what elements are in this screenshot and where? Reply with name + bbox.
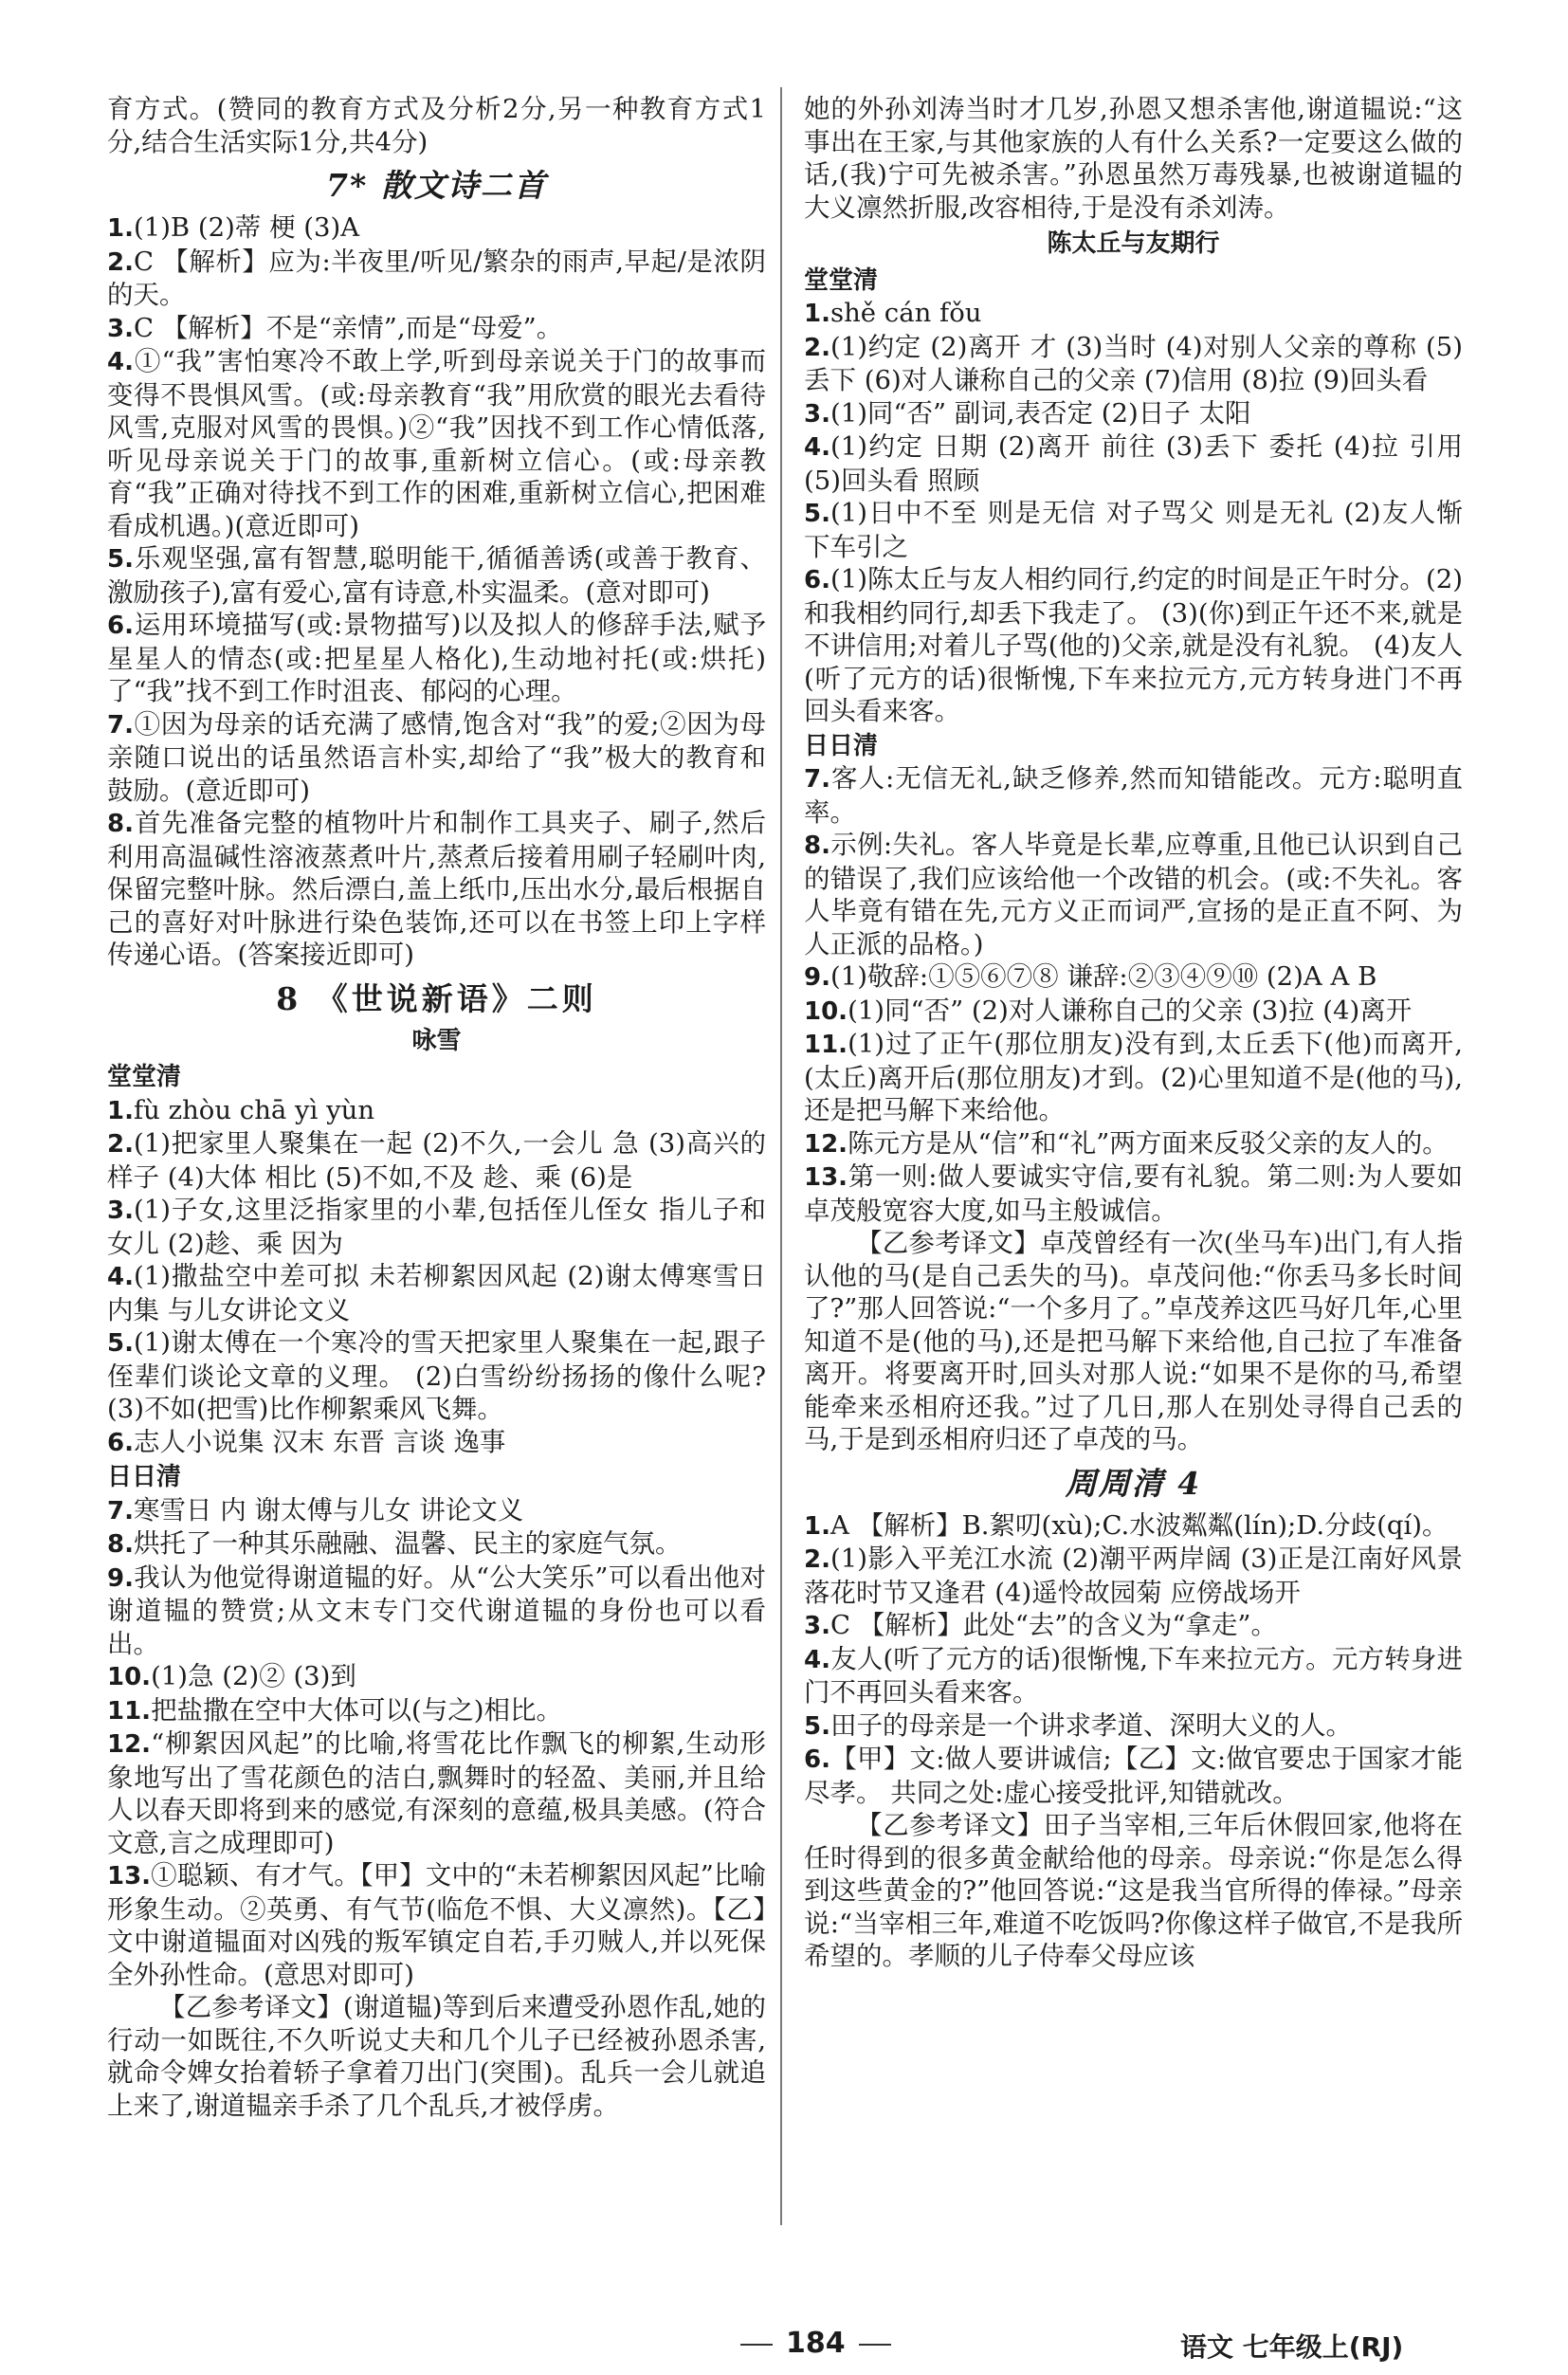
answer-item (107, 542, 766, 609)
answer-text: 友人(听了元方的话)很惭愧,下车来拉元方。元方转身进门不再回头看来客。 (804, 1643, 1463, 1708)
answer-number: 7. (804, 765, 830, 794)
answer-item (804, 1543, 1463, 1609)
answer-item (107, 312, 766, 346)
answer-number: 3. (804, 1612, 830, 1640)
answer-number: 8. (107, 1530, 134, 1559)
answer-item (107, 807, 766, 972)
answer-item (804, 1028, 1463, 1127)
answer-number: 2. (107, 1130, 134, 1159)
answer-item (804, 1509, 1463, 1544)
answer-text: 示例:失礼。客人毕竟是长辈,应尊重,且他已认识到自己的错误了,我们应该给他一个改错的机会。(或:不失礼。客人毕竟有错在先,元方义正而词严,宣扬的是正直不阿、为人正派的品格。) (804, 830, 1463, 959)
answer-text: (1)急 (2)② (3)到 (151, 1661, 356, 1691)
answer-item (107, 1326, 766, 1426)
answer-text: 志人小说集 汉末 东晋 言谈 逸事 (133, 1426, 506, 1457)
answer-text: (1)约定 (2)离开 才 (3)当时 (4)对别人父亲的尊称 (5)丢下 (6)对人谦称自己的父亲 (7)信用 (8)拉 (9)回头看 (804, 331, 1463, 395)
answer-text: 第一则:做人要诚实守信,要有礼貌。第二则:为人要如卓茂般宽容大度,如马主般诚信。 (804, 1161, 1463, 1226)
lesson8-title: 8 《世说新语》二则 (276, 979, 597, 1017)
book-label: 语文 七年级上(RJ) (1180, 2331, 1404, 2363)
translation-tianzi: 【乙参考译文】田子当宰相,三年后休假回家,他将在任时得到的很多黄金献给他的母亲。母亲说:“你是怎么得到这些黄金的?”他回答说:“这是我当官所得的俸禄。”母亲说:“当宰相三年,难道不吃饭吗?你像这样子做官,不是我所希望的。孝顺的儿子侍奉父母应该 (804, 1810, 1463, 1971)
answer-number: 1. (804, 300, 830, 328)
answer-number: 1. (804, 1511, 830, 1541)
answer-text: 运用环境描写(或:景物描写)以及拟人的修辞手法,赋予星星人的情态(或:把星星人格化),生动地衬托(或:烘托)了“我”找不到工作时沮丧、郁闷的心理。 (107, 610, 766, 706)
answer-item (804, 960, 1463, 995)
answer-item (804, 563, 1463, 728)
answer-number: 4. (804, 433, 830, 462)
answer-text: (1)陈太丘与友人相约同行,约定的时间是正午时分。(2)和我相约同行,却丢下我走了。 (3)(你)到正午还不来,就是不讲信用;对着儿子骂(他的)父亲,就是没有礼貌。 (4)友人(听了元方的话)很惭愧,下车来拉元方,元方转身进门不再回头看来客。 (804, 564, 1463, 726)
weekly-title: 周周清 4 (1065, 1464, 1202, 1502)
translation-zhuomao: 【乙参考译文】卓茂曾经有一次(坐马车)出门,有人指认他的马(是自己丢失的马)。卓茂问他:“你丢马多长时间了?”那人回答说:“一个多月了。”卓茂养这匹马好几年,心里知道不是(他的马),还是把马解下来给他,自己拉了车准备离开。将要离开时,回头对那人说:“如果不是你的马,希望能牵来丞相府还我。”过了几日,那人在别处寻得自己丢的马,于是到丞相府归还了卓茂的马。 (804, 1228, 1463, 1454)
answer-item (804, 1743, 1463, 1809)
answer-text: ①聪颖、有才气。【甲】文中的“未若柳絮因风起”比喻形象生动。②英勇、有气节(临危不惧、大义凛然)。【乙】文中谢道韫面对凶残的叛军镇定自若,手刃贼人,并以死保全外孙性命。(意思对即可) (107, 1860, 766, 1990)
lesson7-title: 7* 散文诗二首 (326, 167, 547, 204)
answer-item (107, 1194, 766, 1260)
answer-text: (1)影入平羌江水流 (2)潮平两岸阔 (3)正是江南好风景 落花时节又逢君 (4)遥怜故园菊 应傍战场开 (804, 1544, 1463, 1608)
answer-item (804, 297, 1463, 331)
answer-item (107, 1127, 766, 1194)
answer-item (107, 1562, 766, 1661)
answer-number: 6. (804, 1745, 830, 1774)
chentaiqiu-answers-b (804, 762, 1463, 1227)
answer-number: 4. (804, 1645, 830, 1674)
answer-number: 13. (804, 1163, 848, 1192)
answer-item (804, 1127, 1463, 1161)
answer-number: 8. (804, 831, 830, 860)
lesson7-answers (107, 211, 766, 972)
answer-number: 11. (107, 1696, 152, 1726)
answer-item (107, 1859, 766, 1991)
answer-number: 3. (107, 314, 134, 343)
answer-text: A 【解析】B.絮叨(xù);C.水波粼粼(lín);D.分歧(qí)。 (830, 1509, 1449, 1541)
answer-text: 首先准备完整的植物叶片和制作工具夹子、刷子,然后利用高温碱性溶液蒸煮叶片,蒸煮后接着用刷子轻刷叶肉,保留完整叶脉。然后漂白,盖上纸巾,压出水分,最后根据自己的喜好对叶脉进行染色装饰,还可以在书签上印上字样传递心语。(答案接近即可) (107, 808, 766, 970)
answer-item (804, 762, 1463, 829)
translation-continued: 她的外孙刘涛当时才几岁,孙恩又想杀害他,谢道韫说:“这事出在王家,与其他家族的人有什么关系?一定要这么做的话,(我)宁可先被杀害。”孙恩虽然万毒残暴,也被谢道韫的大义凛然折服,改容相待,于是没有杀刘涛。 (804, 94, 1463, 223)
answer-number: 4. (107, 1263, 134, 1291)
answer-text: 我认为他觉得谢道韫的好。从“公大笑乐”可以看出他对谢道韫的赞赏;从文末专门交代谢道韫的身份也可以看出。 (107, 1562, 766, 1659)
answer-number: 13. (107, 1862, 152, 1891)
answer-text: 【甲】文:做人要讲诚信;【乙】文:做官要忠于国家才能尽孝。 共同之处:虚心接受批评,知错就改。 (804, 1744, 1463, 1808)
answer-text: 烘托了一种其乐融融、温馨、民主的家庭气氛。 (133, 1528, 682, 1559)
answer-number: 3. (107, 1197, 134, 1225)
answer-item (107, 345, 766, 542)
answer-item (804, 497, 1463, 563)
answer-text: 客人:无信无礼,缺乏修养,然而知错能改。元方:聪明直率。 (804, 763, 1463, 828)
tangtangqing-heading-2: 堂堂清 (804, 265, 879, 295)
answer-item (107, 1660, 766, 1694)
answer-number: 2. (804, 333, 830, 362)
chentaiqiu-title: 陈太丘与友期行 (1047, 229, 1220, 258)
answer-number: 9. (804, 963, 830, 992)
answer-item (107, 211, 766, 246)
answer-text: (1)过了正午(那位朋友)没有到,太丘丢下(他)而离开,(太丘)离开后(那位朋友)才到。(2)心里知道不是(他的马),还是把马解下来给他。 (804, 1029, 1463, 1125)
answer-number: 7. (107, 710, 134, 740)
answer-item (804, 331, 1463, 397)
answer-number: 12. (107, 1730, 152, 1759)
answer-text: 田子的母亲是一个讲求孝道、深明大义的人。 (830, 1709, 1352, 1741)
answer-text: ①“我”害怕寒冷不敢上学,听到母亲说关于门的故事而变得不畏惧风雪。(或:母亲教育“我”用欣赏的眼光去看待风雪,克服对风雪的畏惧。)②“我”因找不到工作心情低落,听见母亲说关于门的故事,重新树立信心。(或:母亲教育“我”正确对待找不到工作的困难,重新树立信心,把困难看成机遇。)(意近即可) (107, 346, 766, 541)
answer-item (107, 1694, 766, 1728)
answer-item (107, 609, 766, 708)
answer-text: (1)B (2)蒂 梗 (3)A (133, 212, 360, 243)
yongxue-answers-a (107, 1094, 766, 1460)
answer-number: 9. (107, 1563, 134, 1593)
answer-number: 7. (107, 1496, 134, 1525)
answer-item (107, 1260, 766, 1326)
answer-text: shě cán fǒu (830, 298, 982, 328)
answer-text: (1)撒盐空中差可拟 未若柳絮因风起 (2)谢太傅寒雪日内集 与儿女讲论文义 (107, 1261, 766, 1325)
answer-text: (1)同“否” 副词,表否定 (2)日子 太阳 (830, 397, 1251, 429)
answer-text: C 【解析】应为:半夜里/听见/繁杂的雨声,早起/是浓阴的天。 (107, 246, 766, 310)
answer-number: 12. (804, 1129, 848, 1159)
answer-text: (1)把家里人聚集在一起 (2)不久,一会儿 急 (3)高兴的样子 (4)大体 相比 (5)不如,不及 趁、乘 (6)是 (107, 1128, 766, 1193)
answer-number: 5. (804, 1711, 830, 1741)
answer-item (804, 995, 1463, 1029)
answer-item (804, 1709, 1463, 1744)
answer-text: C 【解析】不是“亲情”,而是“母爱”。 (133, 312, 563, 343)
answer-text: (1)敬辞:①⑤⑥⑦⑧ 谦辞:②③④⑨⑩ (2)A A B (830, 961, 1377, 992)
tangtangqing-heading: 堂堂清 (107, 1063, 182, 1091)
column-divider (780, 87, 782, 2225)
answer-text: “柳絮因风起”的比喻,将雪花比作飘飞的柳絮,生动形象地写出了雪花颜色的洁白,飘舞时的轻盈、美丽,并且给人以春天即将到来的感觉,有深刻的意蕴,极具美感。(符合文意,言之成理即可) (107, 1728, 766, 1858)
answer-number: 5. (107, 545, 134, 574)
answer-number: 4. (107, 348, 134, 376)
answer-item (804, 430, 1463, 497)
ririqing-heading: 日日清 (107, 1463, 182, 1491)
answer-item (107, 1527, 766, 1562)
page-number: 184 (727, 2327, 904, 2360)
chentaiqiu-answers-a (804, 297, 1463, 728)
answer-text: 把盐撒在空中大体可以(与之)相比。 (151, 1694, 563, 1726)
translation-xiedaoyun: 【乙参考译文】(谢道韫)等到后来遭受孙恩作乱,她的行动一如既往,不久听说丈夫和几个儿子已经被孙恩杀害,就命令婢女抬着轿子拿着刀出门(突围)。乱兵一会儿就追上来了,谢道韫亲手杀了几个乱兵,才被俘虏。 (107, 1992, 766, 2121)
answer-number: 10. (107, 1663, 152, 1691)
answer-item (804, 1160, 1463, 1227)
answer-number: 8. (107, 810, 134, 838)
answer-text: ①因为母亲的话充满了感情,饱含对“我”的爱;②因为母亲随口说出的话虽然语言朴实,却给了“我”极大的教育和鼓励。(意近即可) (107, 708, 766, 806)
answer-number: 1. (107, 214, 134, 243)
intro-text: 育方式。(赞同的教育方式及分析2分,另一种教育方式1分,结合生活实际1分,共4分) (107, 94, 766, 157)
answer-item (107, 1426, 766, 1460)
answer-number: 6. (804, 566, 830, 594)
answer-item (107, 246, 766, 312)
weekly-answers (804, 1509, 1463, 1810)
right-column (804, 93, 1463, 1973)
answer-text: 乐观坚强,富有智慧,聪明能干,循循善诱(或善于教育、激励孩子),富有爱心,富有诗意,朴实温柔。(意对即可) (107, 543, 766, 608)
answer-item (804, 1643, 1463, 1709)
ririqing-heading-2: 日日清 (804, 731, 879, 760)
answer-text: fù zhòu chā yì yùn (133, 1094, 375, 1125)
answer-number: 1. (107, 1096, 134, 1125)
answer-number: 2. (804, 1545, 830, 1574)
answer-text: (1)约定 日期 (2)离开 前往 (3)丢下 委托 (4)拉 引用 (5)回头看 照顾 (804, 431, 1463, 496)
answer-number: 6. (107, 612, 134, 640)
answer-number: 10. (804, 996, 848, 1026)
answer-item (107, 708, 766, 808)
answer-item (804, 397, 1463, 431)
answer-number: 5. (804, 500, 830, 528)
answer-text: (1)子女,这里泛指家里的小辈,包括侄儿侄女 指儿子和女儿 (2)趁、乘 因为 (107, 1195, 766, 1259)
answer-number: 5. (107, 1329, 134, 1358)
answer-number: 2. (107, 247, 134, 277)
answer-item (107, 1494, 766, 1528)
answer-number: 11. (804, 1031, 848, 1059)
answer-text: 陈元方是从“信”和“礼”两方面来反驳父亲的友人的。 (848, 1127, 1449, 1159)
answer-item (107, 1727, 766, 1859)
yongxue-answers-b (107, 1494, 766, 1992)
answer-item (107, 1094, 766, 1128)
answer-text: (1)谢太傅在一个寒冷的雪天把家里人聚集在一起,跟子侄辈们谈论文章的义理。 (2)白雪纷纷扬扬的像什么呢? (3)不如(把雪)比作柳絮乘风飞舞。 (107, 1327, 766, 1424)
yongxue-title: 咏雪 (411, 1026, 462, 1055)
left-column (107, 93, 766, 2122)
answer-item (804, 829, 1463, 960)
answer-number: 6. (107, 1428, 134, 1457)
answer-text: (1)日中不至 则是无信 对子骂父 则是无礼 (2)友人惭 下车引之 (804, 498, 1463, 562)
answer-text: (1)同“否” (2)对人谦称自己的父亲 (3)拉 (4)离开 (848, 995, 1413, 1026)
answer-text: 寒雪日 内 谢太傅与儿女 讲论文义 (133, 1494, 524, 1525)
answer-text: C 【解析】此处“去”的含义为“拿走”。 (830, 1610, 1277, 1640)
answer-item (804, 1609, 1463, 1643)
answer-number: 3. (804, 399, 830, 429)
